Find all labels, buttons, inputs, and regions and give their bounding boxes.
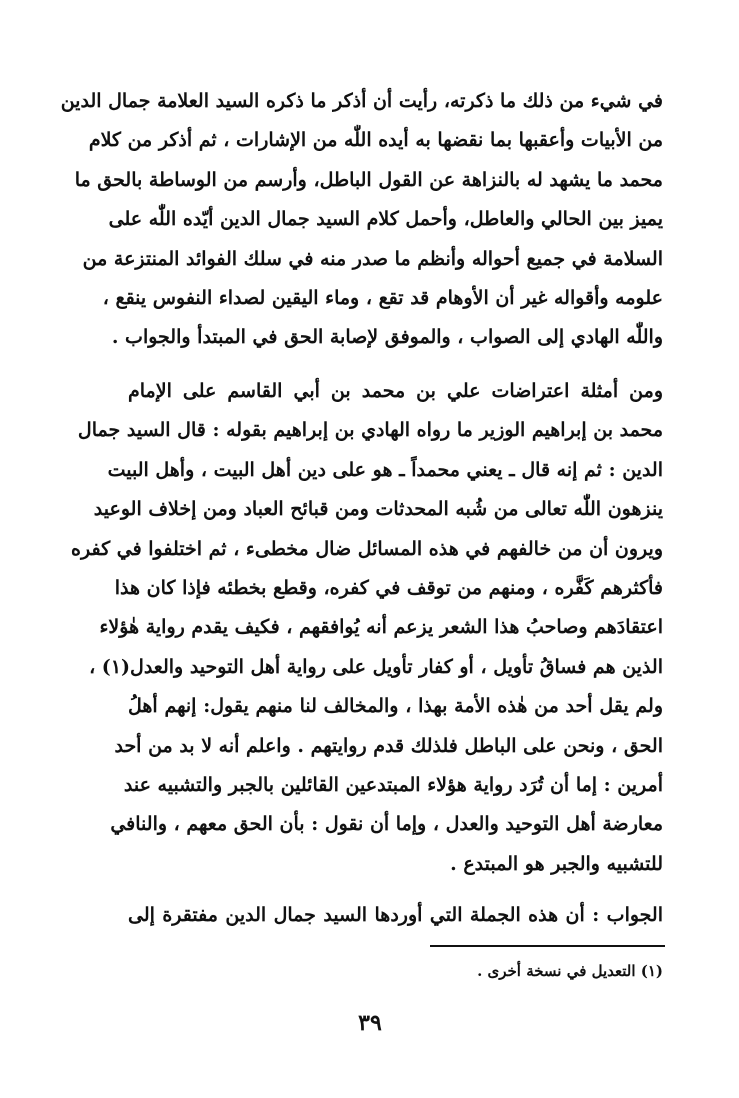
text-line: ينزهون اللّٰه تعالى من شُبه المحدثات ومن قبائح العباد ومن إخلاف الوعيد [93, 498, 663, 521]
text-line: واللّٰه الهادي إلى الصواب ، والموفق لإصابة الحق في المبتدأ والجواب . [111, 326, 663, 349]
text-line: ومن أمثلة اعتراضات علي بن محمد بن أبي القاسم على الإمام [128, 380, 663, 402]
text-line: علومه وأقواله غير أن الأوهام قد تقع ، وماء اليقين لصداء النفوس ينقع ، [102, 286, 663, 309]
text-line: محمد ما يشهد له بالنزاهة عن القول الباطل، وأرسم من الوساطة بالحق ما [74, 168, 663, 191]
text-line: معارضة أهل التوحيد والعدل ، وإما أن نقول : بأن الحق معهم ، والنافي [110, 813, 663, 836]
paragraph-2 [71, 372, 663, 884]
text-line: السلامة في جميع أحواله وأنظم ما صدر منه في سلك الفوائد المنتزعة من [82, 247, 663, 270]
text-line: محمد بن إبراهيم الوزير ما رواه الهادي بن إبراهيم بقوله : قال السيد جمال [77, 419, 663, 442]
text-line: الحق ، ونحن على الباطل فلذلك قدم روايتهم . واعلم أنه لا بد من أحد [114, 734, 663, 757]
text-line: ويرون أن من خالفهم في هذه المسائل ضال مخطىء ، ثم اختلفوا في كفره [71, 537, 663, 560]
text-line: فأكثرهم كَفَّره ، ومنهم من توقف في كفره، وقطع بخطئه فإذا كان هذا [114, 576, 663, 599]
text-line: الجواب : أن هذه الجملة التي أوردها السيد جمال الدين مفتقرة إلى [128, 904, 663, 926]
page-number: ٣٩ [358, 1010, 382, 1036]
footnote: (١) التعديل في نسخة أخرى . [477, 962, 663, 980]
text-line: أمرين : إما أن تُرَد رواية هؤلاء المبتدعين القائلين بالجبر والتشبيه عند [123, 773, 663, 796]
text-line: يميز بين الحالي والعاطل، وأحمل كلام السيد جمال الدين أيّده اللّٰه على [108, 208, 663, 231]
text-line: الذين هم فساقُ تأويل ، أو كفار تأويل على رواية أهل التوحيد والعدل(١) ، [89, 655, 663, 678]
text-line: من الأبيات وأعقبها بما نقضها به أيده اللّٰه من الإشارات ، ثم أذكر من كلام [88, 129, 663, 152]
text-line: للتشبيه والجبر هو المبتدع . [450, 852, 663, 875]
paragraph-3 [128, 896, 663, 935]
text-line: الدين : ثم إنه قال ـ يعني محمداً ـ هو على دين أهل البيت ، وأهل البيت [107, 458, 663, 481]
text-line: اعتقادَهم وصاحبُ هذا الشعر يزعم أنه يُوافقهم ، فكيف يقدم رواية هٰؤلاء [99, 616, 663, 639]
footnote-divider [430, 945, 665, 947]
text-line: ولم يقل أحد من هٰذه الأمة بهذا ، والمخالف لنا منهم يقول: إنهم أهلُ [128, 695, 663, 718]
paragraph-1 [60, 82, 663, 358]
text-line: في شيء من ذلك ما ذكرته، رأيت أن أذكر ما ذكره السيد العلامة جمال الدين [60, 90, 663, 112]
